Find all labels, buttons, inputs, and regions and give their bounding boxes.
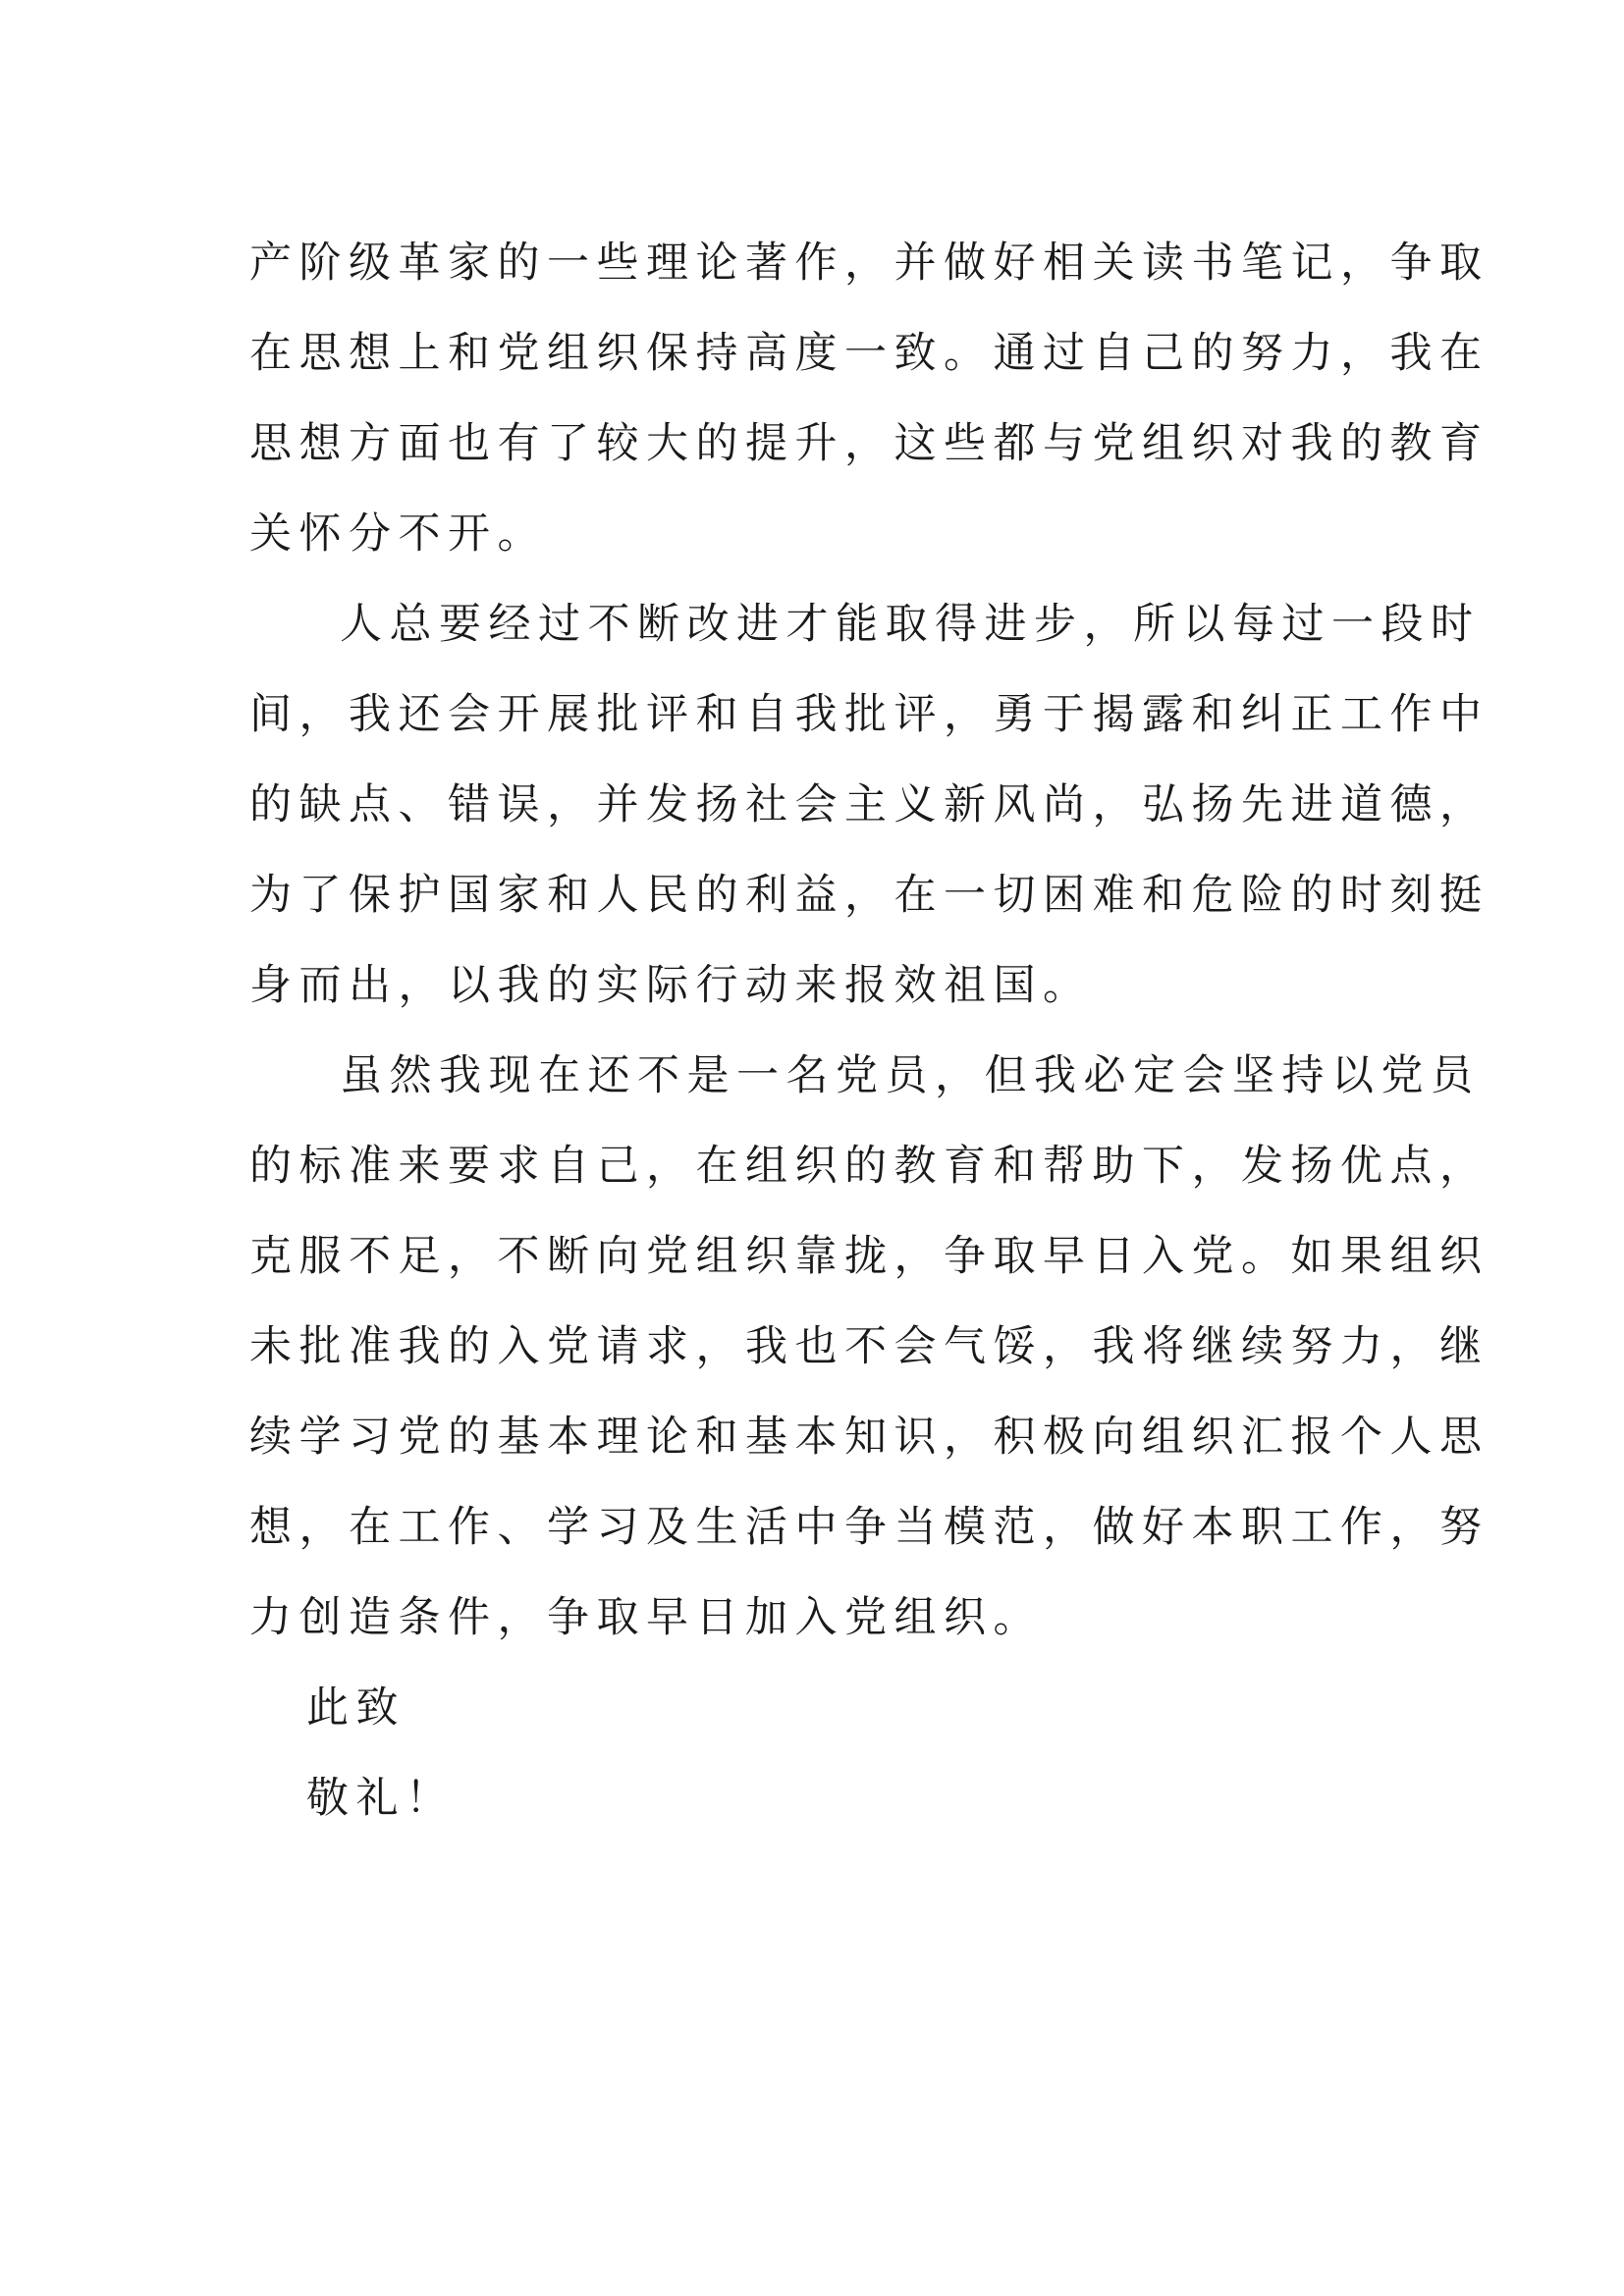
- body-line: 间，我还会开展批评和自我批评，勇于揭露和纠正工作中: [249, 690, 1489, 739]
- body-line: 思想方面也有了较大的提升，这些都与党组织对我的教育: [249, 419, 1489, 468]
- body-line: 克服不足，不断向党组织靠拢，争取早日入党。如果组织: [249, 1232, 1489, 1281]
- closing-regards: 敬礼！: [306, 1774, 456, 1823]
- body-line: 身而出，以我的实际行动来报效祖国。: [249, 961, 1093, 1010]
- body-line: 关怀分不开。: [249, 509, 547, 559]
- body-line: 未批准我的入党请求，我也不会气馁，我将继续努力，继: [249, 1322, 1489, 1371]
- letter-body: [249, 218, 1489, 1843]
- paragraph-start-line: 虽然我现在还不是一名党员，但我必定会坚持以党员: [340, 1051, 1481, 1100]
- body-line: 的缺点、错误，并发扬社会主义新风尚，弘扬先进道德，: [249, 780, 1489, 829]
- body-line: 续学习党的基本理论和基本知识，积极向组织汇报个人思: [249, 1413, 1489, 1462]
- paragraph-start-line: 人总要经过不断改进才能取得进步，所以每过一段时: [340, 600, 1481, 649]
- body-line: 力创造条件，争取早日加入党组织。: [249, 1593, 1043, 1642]
- body-line: 为了保护国家和人民的利益，在一切困难和危险的时刻挺: [249, 871, 1489, 920]
- body-line: 产阶级革家的一些理论著作，并做好相关读书笔记，争取: [249, 239, 1489, 288]
- body-line: 的标准来要求自己，在组织的教育和帮助下，发扬优点，: [249, 1142, 1489, 1191]
- body-line: 在思想上和党组织保持高度一致。通过自己的努力，我在: [249, 329, 1489, 378]
- body-line: 想，在工作、学习及生活中争当模范，做好本职工作，努: [249, 1503, 1489, 1552]
- closing-salutation: 此致: [306, 1683, 406, 1733]
